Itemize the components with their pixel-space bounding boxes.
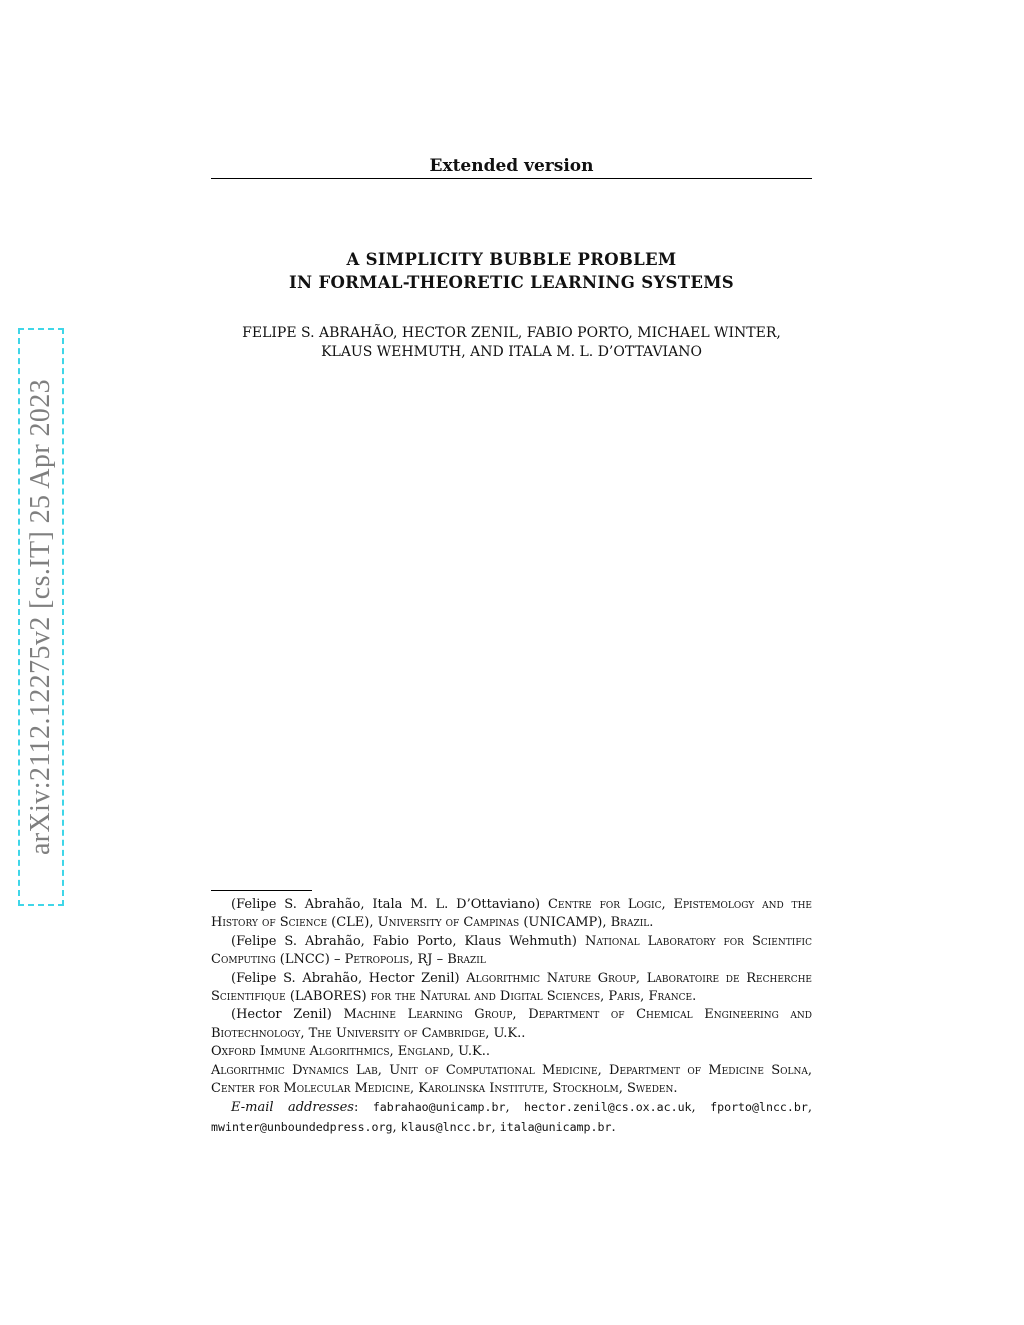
- affiliation-item: [211, 1062, 812, 1099]
- email-link[interactable]: klaus@lncc.br: [400, 1119, 492, 1134]
- email-label: E-mail addresses: [231, 1100, 354, 1116]
- email-link[interactable]: mwinter@unboundedpress.org: [211, 1119, 393, 1134]
- affiliation-org: Centre for Logic, Epistemology and the History of Science (CLE), University of Campinas (UNICAMP), Brazil.: [211, 897, 812, 931]
- footnote-rule: [211, 890, 312, 891]
- running-header: Extended version: [429, 156, 594, 176]
- header-rule: [211, 178, 812, 179]
- title-line-1: A SIMPLICITY BUBBLE PROBLEM: [346, 250, 677, 269]
- authors-line-2: KLAUS WEHMUTH, AND ITALA M. L. D’OTTAVIANO: [321, 344, 702, 360]
- title-line-2: IN FORMAL-THEORETIC LEARNING SYSTEMS: [289, 273, 734, 292]
- affiliation-item: [211, 933, 812, 970]
- affiliation-org: National Laboratory for Scientific Computing (LNCC) – Petropolis, RJ – Brazil: [211, 933, 812, 968]
- affiliation-names: (Felipe S. Abrahão, Hector Zenil): [231, 970, 460, 986]
- email-link[interactable]: hector.zenil@cs.ox.ac.uk: [524, 1100, 692, 1115]
- affiliation-org: Oxford Immune Algorithmics, England, U.K..: [211, 1044, 491, 1060]
- affiliation-item: [211, 1006, 812, 1043]
- affiliation-org: Algorithmic Nature Group, Laboratoire de Recherche Scientifique (LABORES) for the Natural and Digital Sciences, Paris, France.: [211, 970, 813, 1005]
- affiliation-footnotes: [211, 896, 812, 1137]
- affiliation-names: (Felipe S. Abrahão, Fabio Porto, Klaus Wehmuth): [231, 933, 577, 949]
- email-link[interactable]: itala@unicamp.br: [499, 1119, 612, 1134]
- email-link[interactable]: fporto@lncc.br: [710, 1100, 808, 1115]
- affiliation-names: (Felipe S. Abrahão, Itala M. L. D’Ottaviano): [231, 897, 541, 912]
- email-link[interactable]: fabrahao@unicamp.br: [372, 1100, 506, 1115]
- affiliation-org: Algorithmic Dynamics Lab, Unit of Computational Medicine, Department of Medicine Solna, Center for Molecular Medicine, Karolinska Institute, Stockholm, Sweden.: [211, 1062, 812, 1097]
- email-addresses: E-mail addresses: fabrahao@unicamp.br, hector.zenil@cs.ox.ac.uk, fporto@lncc.br, mwinter@unboundedpress.org, klaus@lncc.br, itala@unicamp.br.: [211, 1100, 812, 1135]
- affiliation-item: [211, 896, 812, 933]
- paper-title: [211, 248, 812, 294]
- author-list: [211, 324, 812, 362]
- affiliation-item: [211, 970, 812, 1007]
- arxiv-identifier: arXiv:2112.12275v2 [cs.IT] 25 Apr 2023: [25, 378, 56, 856]
- affiliation-org: Machine Learning Group, Department of Chemical Engineering and Biotechnology, The University of Cambridge, U.K..: [211, 1007, 812, 1041]
- affiliation-names: (Hector Zenil): [231, 1007, 332, 1023]
- authors-line-1: FELIPE S. ABRAHÃO, HECTOR ZENIL, FABIO PORTO, MICHAEL WINTER,: [242, 325, 781, 341]
- arxiv-stamp[interactable]: [18, 328, 64, 906]
- affiliation-item: [211, 1043, 812, 1061]
